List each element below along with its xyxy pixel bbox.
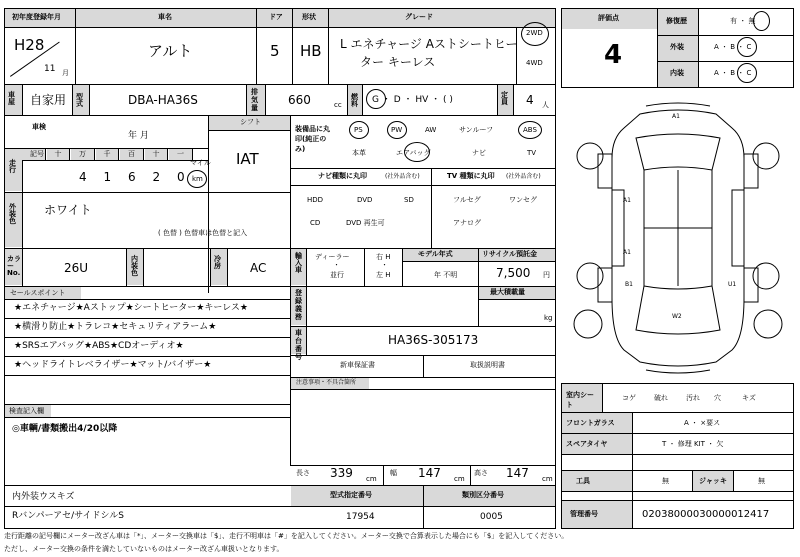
exterior-options: A ・ B ・ C <box>714 43 752 51</box>
jack-label: ジャッキ <box>699 477 727 485</box>
km-label: km <box>192 175 203 183</box>
damage-mark: A1 <box>672 113 680 120</box>
navi-hdd: HDD <box>307 196 324 204</box>
equip-ps: PS <box>354 126 363 134</box>
navi-cd: CD <box>310 219 321 227</box>
tool-value: 無 <box>662 477 669 485</box>
ac-value: AC <box>250 261 267 275</box>
tv-oneseg: ワンセグ <box>509 196 537 204</box>
recycle-unit: 円 <box>543 271 550 279</box>
inspector-line-2: 内外装ウスキズ <box>12 492 75 502</box>
equip-pw: PW <box>391 126 403 134</box>
drive-2wd: 2WD <box>526 29 543 37</box>
class-no-value: 0005 <box>480 512 503 522</box>
mileage-digit: 1 <box>103 170 112 184</box>
equip-aw: AW <box>425 126 437 134</box>
mgmt-label: 管理番号 <box>570 510 598 518</box>
inspector-label: 検査記入欄 <box>9 407 44 415</box>
score-value: 4 <box>604 40 623 70</box>
new-warranty: 新車保証書 <box>340 361 375 369</box>
mile-label: マイル <box>190 159 211 167</box>
doors: 5 <box>270 42 280 60</box>
import-parallel: 並行 <box>330 271 344 279</box>
damage-mark: B1 <box>625 281 633 288</box>
seat-option: コゲ <box>622 394 636 402</box>
width-label: 幅 <box>390 469 397 477</box>
capacity-unit: 人 <box>542 101 549 109</box>
repair-label: 修復歴 <box>666 17 687 25</box>
grade-label: グレード <box>405 13 433 21</box>
usage-value: 自家用 <box>30 93 67 107</box>
equip-sunroof: サンルーフ <box>459 126 494 134</box>
seat-option: 穴 <box>714 394 721 402</box>
reg-year: H28 <box>14 36 45 54</box>
kg-unit: kg <box>544 314 553 322</box>
mileage-digit: 4 <box>79 170 87 184</box>
shape: HB <box>300 42 322 60</box>
color-change-note: ( 色替 ) 色替車は色替と記入 <box>158 229 248 237</box>
inspector-line-3: Rバンパーアセ/サイドシルS <box>12 511 124 521</box>
tv-note: (社外品含む) <box>506 173 541 180</box>
tool-label: 工具 <box>576 477 590 485</box>
import-dealer: ディーラー <box>315 253 350 261</box>
color-no-label: カラーNo. <box>7 255 21 277</box>
door-label: ドア <box>269 13 283 21</box>
seat-option: 破れ <box>654 394 668 402</box>
cc-unit: cc <box>334 101 342 109</box>
seat-option: キズ <box>742 394 756 402</box>
glass-label: フロントガラス <box>566 419 615 427</box>
car-diagram <box>562 98 794 378</box>
mgmt-value: 02038000030000012417 <box>642 509 770 520</box>
model-label: 型式 <box>76 93 83 108</box>
color-value: ホワイト <box>44 203 92 217</box>
type-no-label: 型式指定番号 <box>330 491 372 499</box>
interior-options: A ・ B ・ C <box>714 69 752 77</box>
displacement-value: 660 <box>288 93 311 107</box>
glass-value: A ・ ×要ス <box>684 419 721 427</box>
first-reg-label: 初年度登録年月 <box>12 13 61 21</box>
seat-label: 室内シート <box>566 391 594 409</box>
car-name: アルト <box>148 42 193 60</box>
repair-options: 有 ・ 無 <box>730 17 756 25</box>
import-label: 輸入車 <box>295 252 302 274</box>
mileage-digit-header: 十 <box>152 150 160 158</box>
sales-line-4: ★ヘッドライトレベライザー★マット/バイザー★ <box>14 360 212 370</box>
month-unit: 月 <box>62 69 69 77</box>
length-unit: cm <box>366 475 377 483</box>
mileage-digit-header: 十 <box>54 150 62 158</box>
reg-month: 11 <box>44 64 56 74</box>
navi-label: ナビ種類に丸印 <box>318 172 367 180</box>
chassis-value: HA36S-305173 <box>388 333 479 347</box>
navi-sd: SD <box>404 196 414 204</box>
car-name-label: 車名 <box>158 13 172 21</box>
spare-label: スペアタイヤ <box>566 440 608 448</box>
shift-label: シフト <box>240 118 261 126</box>
inspector-line-1: ◎車輌/書類搬出4/20以降 <box>12 424 118 434</box>
equip-navi: ナビ <box>472 149 486 157</box>
chassis-label: 車台番号 <box>295 329 302 361</box>
recycle-value: 7,500 <box>496 266 531 280</box>
displacement-label: 排気量 <box>251 88 258 112</box>
equip-leather: 本革 <box>352 149 366 157</box>
model-value: DBA-HA36S <box>128 93 198 107</box>
color-label: 外装色 <box>9 203 16 225</box>
damage-mark: W2 <box>672 313 682 320</box>
fuel-label: 燃料 <box>351 93 358 108</box>
mileage-digit: 0 <box>177 170 185 184</box>
model-year-label: モデル年式 <box>418 250 453 258</box>
equipment-label: 装備品に丸印(純正のみ) <box>295 125 330 153</box>
navi-dvd: DVD <box>357 196 373 204</box>
shaken-label: 車検 <box>32 123 46 131</box>
interior-color-label: 内装色 <box>131 255 138 277</box>
score-label: 評価点 <box>598 14 619 22</box>
class-no-label: 類別区分番号 <box>462 491 504 499</box>
tv-analog: アナログ <box>453 219 481 227</box>
equip-tv: TV <box>527 149 537 157</box>
mileage-digit-header: 万 <box>79 150 86 158</box>
sales-label: セールスポイント <box>10 289 66 297</box>
shift-value: IAT <box>236 150 259 168</box>
seat-option: 汚れ <box>686 394 700 402</box>
navi-dvd-play: DVD 再生可 <box>346 219 385 227</box>
width-value: 147 <box>418 466 441 480</box>
recycle-label: リサイクル預託金 <box>482 250 538 258</box>
usage-label: 車屋 <box>8 91 15 106</box>
import-left: 左 H <box>376 271 391 279</box>
reg-duty-label: 登録義務 <box>295 289 302 321</box>
sales-line-1: ★エネチャージ★Aストップ★シートヒーター★キーレス★ <box>14 303 248 313</box>
footer-line-1: 走行距離の記号欄にメーター改ざん車は「*」、メーター交換車は「$」、走行不明車は「#」を記入してください。メーター交換で合算表示した場合にも「$」を記入してください。 <box>4 532 569 540</box>
length-value: 339 <box>330 466 353 480</box>
manual: 取扱説明書 <box>470 361 505 369</box>
drive-4wd: 4WD <box>526 59 543 67</box>
damage-mark: U1 <box>728 281 737 288</box>
mileage-label: 走行 <box>9 159 16 174</box>
damage-mark: A1 <box>623 249 631 256</box>
import-right: 右 H <box>376 253 391 261</box>
interior-label: 内装 <box>670 69 684 77</box>
model-year-value: 年 不明 <box>434 271 458 279</box>
equip-abs: ABS <box>523 126 537 134</box>
tv-label: TV 種類に丸印 <box>447 172 495 180</box>
shaken-value: 年 月 <box>128 131 149 141</box>
mileage-digit-header: 百 <box>128 150 135 158</box>
footer-line-2: ただし、メーター交換の条件を満たしていないものはメーター改ざん車扱いとなります。 <box>4 545 284 553</box>
mileage-digit-header: 一 <box>177 150 184 158</box>
sales-line-3: ★SRSエアバッグ★ABS★CDオーディオ★ <box>14 341 184 351</box>
max-load-label: 最大積載量 <box>490 288 525 296</box>
type-no-value: 17954 <box>346 512 375 522</box>
mileage-digit: 2 <box>152 170 161 184</box>
sales-line-2: ★横滑り防止★トラレコ★セキュリティアラーム★ <box>14 322 217 332</box>
ac-label: 冷房 <box>214 255 221 270</box>
damage-mark: A1 <box>623 197 631 204</box>
grade-line1: L エネチャージ Aストシートヒー <box>340 37 518 51</box>
notes-label: 注意事項・不具合箇所 <box>296 379 357 386</box>
capacity-value: 4 <box>526 93 534 107</box>
fuel-options: G ・ D ・ HV ・ ( ) <box>372 95 453 105</box>
mileage-digit-header: 記号 <box>30 150 44 158</box>
grade-line2: ター キーレス <box>360 55 436 69</box>
navi-note: (社外品含む) <box>385 173 420 180</box>
tv-fullseg: フルセグ <box>453 196 481 204</box>
capacity-label: 定員 <box>501 91 508 106</box>
height-value: 147 <box>506 466 529 480</box>
mileage-digit: 6 <box>128 170 136 184</box>
shape-label: 形状 <box>302 13 316 21</box>
mileage-digit-header: 千 <box>103 150 111 158</box>
equip-airbag: エアバッグ <box>396 149 431 157</box>
jack-value: 無 <box>758 477 765 485</box>
width-unit: cm <box>454 475 465 483</box>
length-label: 長さ <box>296 469 310 477</box>
spare-value: T ・ 修理 KIT ・ 欠 <box>662 440 724 448</box>
height-unit: cm <box>542 475 553 483</box>
height-label: 高さ <box>474 469 488 477</box>
color-no-value: 26U <box>64 261 89 275</box>
exterior-label: 外装 <box>670 43 684 51</box>
